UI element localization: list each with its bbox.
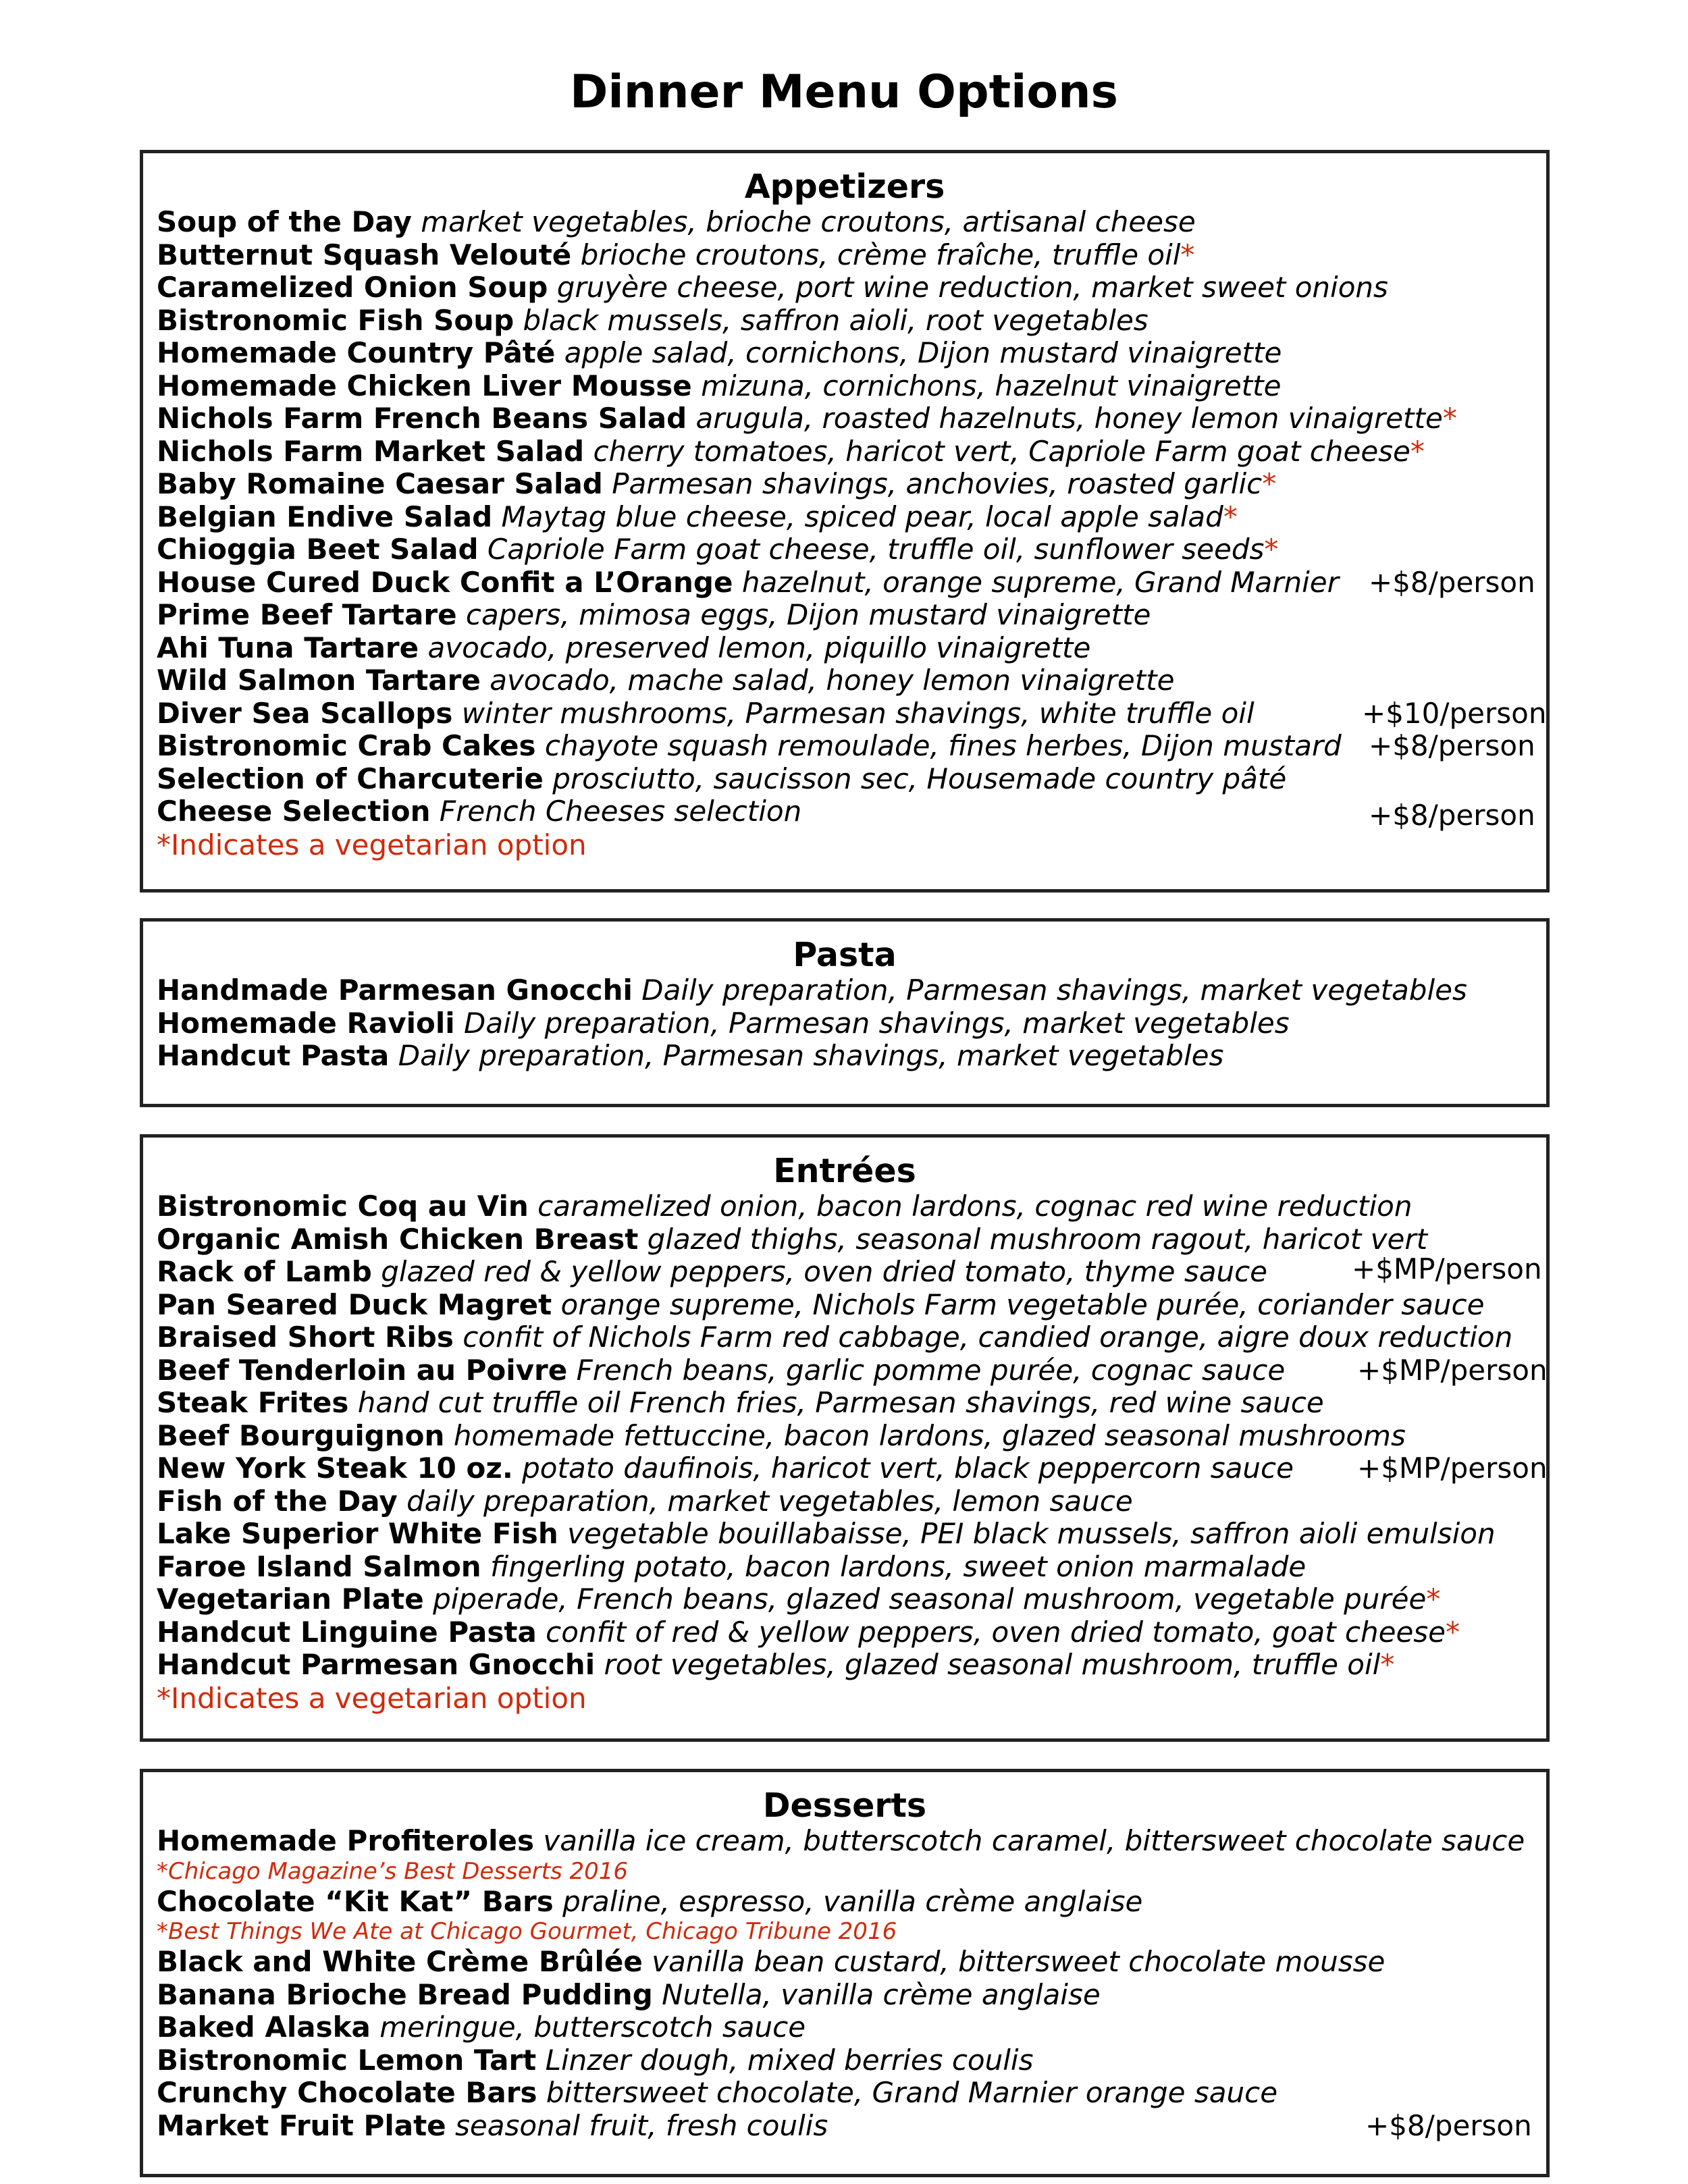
item-name: Chocolate “Kit Kat” Bars — [157, 1884, 554, 1918]
item-description: apple salad, cornichons, Dijon mustard vinaigrette — [564, 336, 1282, 369]
menu-item — [157, 795, 1546, 832]
item-description: Linzer dough, mixed berries coulis — [545, 2043, 1034, 2077]
item-description: seasonal fruit, fresh coulis — [455, 2108, 828, 2142]
menu-item — [157, 1886, 1546, 1919]
menu-item — [157, 1040, 1546, 1073]
item-price: +$MP/person — [1357, 1451, 1548, 1485]
item-name: Black and White Crème Brûlée — [157, 1945, 643, 1978]
item-description: fingerling potato, bacon lardons, sweet onion marmalade — [490, 1549, 1307, 1583]
item-description: Daily preparation, Parmesan shavings, market vegetables — [464, 1006, 1290, 1040]
item-name: Ahi Tuna Tartare — [157, 631, 419, 664]
item-name: Cheese Selection — [157, 795, 431, 828]
menu-item — [157, 1946, 1546, 1979]
vegetarian-marker: * — [1426, 1582, 1441, 1616]
vegetarian-marker: * — [1264, 533, 1279, 566]
item-name: Faroe Island Salmon — [157, 1549, 481, 1583]
item-name: Bistronomic Coq au Vin — [157, 1190, 529, 1223]
menu-item — [157, 1825, 1546, 1858]
vegetarian-marker: * — [1380, 1648, 1395, 1681]
item-description: vanilla bean custard, bittersweet chocolate mousse — [652, 1945, 1386, 1978]
item-name: Banana Brioche Bread Pudding — [157, 1977, 653, 2011]
item-description: market vegetables, brioche croutons, artisanal cheese — [421, 205, 1196, 238]
menu-item — [157, 566, 1546, 600]
item-description: bittersweet chocolate, Grand Marnier orange sauce — [546, 2076, 1278, 2109]
item-description: avocado, preserved lemon, piquillo vinaigrette — [427, 631, 1091, 664]
item-description: capers, mimosa eggs, Dijon mustard vinaigrette — [465, 598, 1151, 631]
item-price: +$8/person — [1369, 799, 1535, 832]
item-name: Nichols Farm French Beans Salad — [157, 402, 687, 435]
menu-item — [157, 1252, 1546, 1289]
item-description: Daily preparation, Parmesan shavings, market vegetables — [398, 1039, 1224, 1072]
menu-item — [157, 239, 1546, 272]
item-name: Market Fruit Plate — [157, 2108, 446, 2142]
item-name: Beef Tenderloin au Poivre — [157, 1353, 568, 1387]
item-name: Nichols Farm Market Salad — [157, 434, 585, 468]
item-description: Parmesan shavings, anchovies, roasted garlic — [612, 467, 1263, 500]
item-description: homemade fettuccine, bacon lardons, glazed seasonal mushrooms — [453, 1418, 1406, 1452]
entrees-section — [140, 1134, 1550, 1742]
menu-item — [157, 271, 1546, 304]
menu-item — [157, 370, 1546, 403]
item-name: Diver Sea Scallops — [157, 696, 453, 730]
item-name: Homemade Ravioli — [157, 1006, 455, 1040]
item-name: Chioggia Beet Salad — [157, 533, 479, 566]
menu-item — [157, 501, 1546, 534]
item-description: vanilla ice cream, butterscotch caramel, bittersweet chocolate sauce — [543, 1824, 1525, 1857]
item-name: Handmade Parmesan Gnocchi — [157, 974, 633, 1007]
item-price: +$8/person — [1365, 2108, 1532, 2142]
item-name: Handcut Pasta — [157, 1039, 390, 1072]
menu-item — [157, 1387, 1546, 1420]
menu-item — [157, 599, 1546, 632]
item-name: Bistronomic Fish Soup — [157, 303, 515, 337]
item-name: Bistronomic Crab Cakes — [157, 729, 536, 762]
award-note: *Best Things We Ate at Chicago Gourmet, Chicago Tribune 2016 — [157, 1918, 897, 1945]
item-name: Selection of Charcuterie — [157, 762, 544, 795]
item-name: Butternut Squash Velouté — [157, 238, 572, 271]
item-description: piperade, French beans, glazed seasonal mushroom, vegetable purée — [433, 1582, 1427, 1616]
menu-item — [157, 974, 1546, 1007]
item-description: Maytag blue cheese, spiced pear, local apple salad — [501, 500, 1223, 533]
item-name: Soup of the Day — [157, 205, 412, 238]
item-description: confit of red & yellow peppers, oven dried tomato, goat cheese — [546, 1615, 1446, 1649]
menu-item — [157, 1190, 1546, 1223]
vegetarian-note: *Indicates a vegetarian option — [157, 828, 587, 861]
item-name: New York Steak 10 oz. — [157, 1451, 513, 1485]
vegetarian-marker: * — [1262, 467, 1277, 500]
item-name: Baby Romaine Caesar Salad — [157, 467, 603, 500]
item-price: +$8/person — [1369, 565, 1535, 599]
item-description: daily preparation, market vegetables, lemon sauce — [406, 1484, 1133, 1518]
menu-item — [157, 1518, 1546, 1551]
appetizers-heading: Appetizers — [744, 167, 945, 206]
item-description: orange supreme, Nichols Farm vegetable purée, coriander sauce — [560, 1287, 1485, 1321]
item-name: Braised Short Ribs — [157, 1321, 454, 1354]
menu-item — [157, 1452, 1546, 1485]
item-description: chayote squash remoulade, fines herbes, Dijon mustard — [544, 729, 1342, 762]
vegetarian-marker: * — [1223, 500, 1238, 533]
vegetarian-marker: * — [1410, 434, 1425, 468]
menu-item — [157, 206, 1546, 239]
item-name: Wild Salmon Tartare — [157, 664, 481, 697]
item-description: vegetable bouillabaisse, PEI black mussels, saffron aioli emulsion — [567, 1517, 1496, 1550]
vegetarian-marker: * — [1446, 1615, 1460, 1649]
menu-item — [157, 1583, 1546, 1616]
item-description: cherry tomatoes, haricot vert, Capriole Farm goat cheese — [593, 434, 1410, 468]
item-name: Vegetarian Plate — [157, 1582, 424, 1616]
vegetarian-marker: * — [1180, 238, 1195, 271]
item-name: Bistronomic Lemon Tart — [157, 2043, 537, 2077]
item-description: mizuna, cornichons, hazelnut vinaigrette — [701, 369, 1282, 402]
menu-item — [157, 2077, 1546, 2110]
item-description: glazed thighs, seasonal mushroom ragout, haricot vert — [647, 1222, 1428, 1256]
item-description: Nutella, vanilla crème anglaise — [662, 1977, 1101, 2011]
pasta-heading: Pasta — [793, 936, 897, 974]
item-description: prosciutto, saucisson sec, Housemade country pâté — [552, 762, 1287, 795]
item-description: caramelized onion, bacon lardons, cognac red wine reduction — [537, 1190, 1413, 1223]
item-description: potato daufinois, haricot vert, black peppercorn sauce — [522, 1451, 1294, 1485]
pasta-section — [140, 918, 1550, 1107]
desserts-section — [140, 1769, 1550, 2177]
vegetarian-note: *Indicates a vegetarian option — [157, 1681, 587, 1715]
item-description: French Cheeses selection — [439, 795, 802, 828]
item-name: Beef Bourguignon — [157, 1418, 445, 1452]
item-name: Caramelized Onion Soup — [157, 271, 548, 304]
menu-item — [157, 2044, 1546, 2077]
item-name: Rack of Lamb — [157, 1255, 372, 1288]
menu-item — [157, 1979, 1546, 2012]
item-price: +$10/person — [1362, 696, 1547, 730]
award-note: *Chicago Magazine’s Best Desserts 2016 — [157, 1857, 629, 1885]
appetizers-section — [140, 150, 1550, 893]
menu-item — [157, 533, 1546, 566]
item-name: Handcut Parmesan Gnocchi — [157, 1648, 596, 1681]
page-title: Dinner Menu Options — [569, 65, 1119, 119]
desserts-heading: Desserts — [762, 1786, 927, 1825]
menu-item — [157, 435, 1546, 469]
menu-item — [157, 664, 1546, 697]
item-price: +$MP/person — [1352, 1252, 1542, 1285]
item-description: Daily preparation, Parmesan shavings, market vegetables — [641, 974, 1467, 1007]
item-description: Capriole Farm goat cheese, truffle oil, sunflower seeds — [487, 533, 1265, 566]
menu-item — [157, 1321, 1546, 1354]
item-description: meringue, butterscotch sauce — [379, 2010, 806, 2044]
item-name: Steak Frites — [157, 1386, 349, 1419]
menu-item — [157, 763, 1546, 796]
item-name: Lake Superior White Fish — [157, 1517, 558, 1550]
menu-item — [157, 1485, 1546, 1518]
menu-item — [157, 1223, 1546, 1256]
menu-item — [157, 1649, 1546, 1682]
item-name: Prime Beef Tartare — [157, 598, 457, 631]
vegetarian-marker: * — [1442, 402, 1457, 435]
item-description: arugula, roasted hazelnuts, honey lemon vinaigrette — [695, 402, 1443, 435]
menu-item — [157, 402, 1546, 435]
menu-item — [157, 1354, 1546, 1387]
menu-item — [157, 632, 1546, 665]
item-description: winter mushrooms, Parmesan shavings, white truffle oil — [461, 696, 1255, 730]
item-description: confit of Nichols Farm red cabbage, candied orange, aigre doux reduction — [463, 1321, 1513, 1354]
item-name: Belgian Endive Salad — [157, 500, 493, 533]
item-price: +$8/person — [1369, 729, 1535, 762]
item-name: Baked Alaska — [157, 2010, 371, 2044]
item-name: Handcut Linguine Pasta — [157, 1615, 537, 1649]
item-description: avocado, mache salad, honey lemon vinaigrette — [490, 664, 1175, 697]
menu-item — [157, 304, 1546, 338]
menu-item — [157, 730, 1546, 763]
item-name: Fish of the Day — [157, 1484, 398, 1518]
item-description: black mussels, saffron aioli, root vegetables — [523, 303, 1149, 337]
item-description: hazelnut, orange supreme, Grand Marnier — [741, 565, 1339, 599]
menu-item — [157, 1420, 1546, 1453]
item-name: Crunchy Chocolate Bars — [157, 2076, 537, 2109]
item-price: +$MP/person — [1357, 1353, 1548, 1387]
menu-item — [157, 1551, 1546, 1584]
menu-item — [157, 1007, 1546, 1040]
item-description: French beans, garlic pomme purée, cognac sauce — [576, 1353, 1286, 1387]
menu-item — [157, 2011, 1546, 2044]
menu-item — [157, 697, 1546, 730]
item-description: hand cut truffle oil French fries, Parmesan shavings, red wine sauce — [357, 1386, 1324, 1419]
item-description: gruyère cheese, port wine reduction, market sweet onions — [556, 271, 1388, 304]
menu-item — [157, 337, 1546, 370]
menu-item — [157, 1616, 1546, 1649]
menu-item — [157, 2110, 1546, 2143]
item-name: Homemade Profiteroles — [157, 1824, 535, 1857]
item-name: Homemade Chicken Liver Mousse — [157, 369, 692, 402]
entrees-heading: Entrées — [773, 1152, 916, 1190]
item-name: Homemade Country Pâté — [157, 336, 556, 369]
item-name: Pan Seared Duck Magret — [157, 1287, 552, 1321]
item-name: Organic Amish Chicken Breast — [157, 1222, 639, 1256]
menu-item — [157, 468, 1546, 501]
item-description: praline, espresso, vanilla crème anglaise — [562, 1884, 1143, 1918]
item-name: House Cured Duck Confit a L’Orange — [157, 565, 733, 599]
item-description: glazed red & yellow peppers, oven dried tomato, thyme sauce — [381, 1255, 1268, 1288]
menu-item — [157, 1289, 1546, 1322]
item-description: root vegetables, glazed seasonal mushroom, truffle oil — [604, 1648, 1381, 1681]
item-description: brioche croutons, crème fraîche, truffle oil — [580, 238, 1181, 271]
